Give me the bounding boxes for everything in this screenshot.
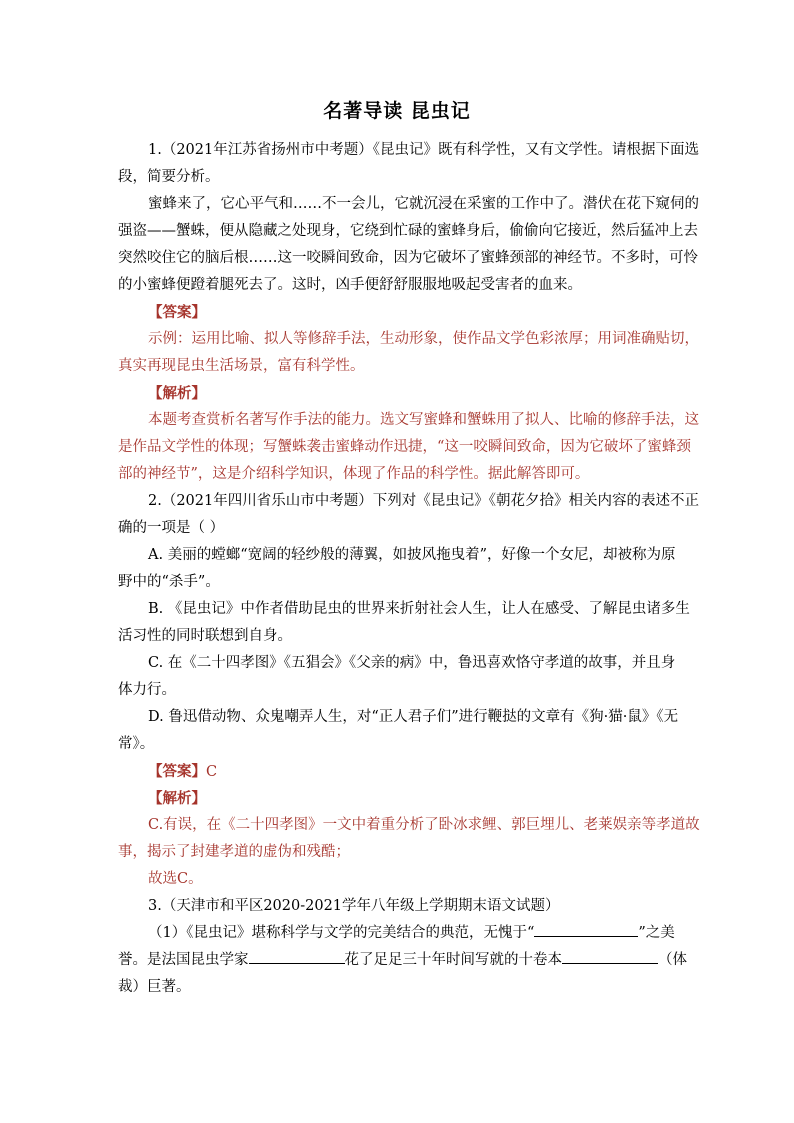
fill-line: 裁）巨著。	[118, 979, 191, 995]
passage-line: 突然咬住它的脑后根……这一咬瞬间致命，因为它破坏了蜜蜂颈部的神经节。不多时，可怜	[118, 250, 698, 266]
fill-line	[118, 920, 678, 947]
fill-line	[118, 947, 687, 974]
fill-blank[interactable]	[534, 920, 638, 937]
question-stem-line: 段，简要分析。	[118, 169, 220, 185]
analysis-line: C.有误，在《二十四孝图》一文中着重分析了卧冰求鲤、郭巨埋儿、老莱娱亲等孝道故	[148, 817, 700, 833]
answer-label	[118, 758, 678, 785]
analysis-line: 是作品文学性的体现；写蟹蛛袭击蜜蜂动作迅捷，“这一咬瞬间致命，因为它破坏了蜜蜂颈	[118, 439, 691, 455]
conclusion-line: 故选C。	[148, 871, 203, 887]
option-b-line: B. 《昆虫记》中作者借助昆虫的世界来折射社会人生，让人在感受、了解昆虫诸多生	[148, 601, 690, 617]
analysis-line: 本题考查赏析名著写作手法的能力。选文写蜜蜂和蟹蛛用了拟人、比喻的修辞手法，这	[148, 412, 699, 428]
fill-blank[interactable]	[562, 947, 658, 964]
question-2	[118, 488, 700, 893]
question-stem-line: 1.（2021年江苏省扬州市中考题）《昆虫记》既有科学性，又有文学性。请根据下面选	[148, 142, 699, 158]
answer-label-text: 【答案】	[148, 763, 206, 780]
fill-text: 誉。是法国昆虫学家	[118, 952, 249, 968]
analysis-line: 部的神经节”，这是介绍科学知识，体现了作品的科学性。据此解答即可。	[118, 466, 590, 482]
passage-line: 蜜蜂来了，它心平气和……不一会儿，它就沉浸在采蜜的工作中了。潜伏在花下窥伺的	[148, 196, 699, 212]
fill-text: （1）《昆虫记》堪称科学与文学的完美结合的典范，无愧于“	[148, 925, 535, 941]
passage-line: 的小蜜蜂便蹬着腿死去了。这时，凶手便舒舒服服地吸起受害者的血来。	[118, 277, 582, 293]
analysis-label: 【解析】	[148, 790, 206, 807]
answer-label: 【答案】	[148, 304, 206, 321]
option-c-line: 体力行。	[118, 682, 176, 698]
question-stem-line: 确的一项是（ ）	[118, 520, 225, 536]
page-title: 名著导读 昆虫记	[323, 100, 471, 122]
option-b-line: 活习性的同时联想到自身。	[118, 628, 292, 644]
question-header: 3.（天津市和平区2020-2021学年八年级上学期期末语文试题）	[148, 898, 560, 914]
answer-line: 真实再现昆虫生活场景，富有科学性。	[118, 358, 365, 374]
question-1	[118, 137, 699, 488]
option-d-line: D. 鲁迅借动物、众鬼嘲弄人生，对“正人君子们”进行鞭挞的文章有《狗·猫·鼠》《无	[148, 709, 679, 725]
fill-text: （体	[658, 952, 687, 968]
option-c-line: C. 在《二十四孝图》《五猖会》《父亲的病》中，鲁迅喜欢恪守孝道的故事，并且身	[148, 655, 676, 671]
analysis-line: 事，揭示了封建孝道的虚伪和残酷；	[118, 844, 350, 860]
option-d-line: 常》。	[118, 736, 155, 752]
fill-text: 花了足足三十年时间写就的十卷本	[344, 952, 562, 968]
question-stem-line: 2.（2021年四川省乐山市中考题）下列对《昆虫记》《朝花夕拾》相关内容的表述不正	[148, 493, 699, 509]
fill-text: ”之美	[638, 925, 675, 941]
analysis-label: 【解析】	[148, 385, 206, 402]
fill-blank[interactable]	[249, 947, 345, 964]
option-a-line: 野中的“杀手”。	[118, 574, 220, 590]
option-a-line: A. 美丽的螳螂“宽阔的轻纱般的薄翼，如披风拖曳着”，好像一个女尼，却被称为原	[148, 547, 676, 563]
answer-line: 示例：运用比喻、拟人等修辞手法，生动形象，使作品文学色彩浓厚；用词准确贴切，	[148, 331, 699, 347]
answer-value: C	[206, 764, 218, 780]
question-3	[118, 893, 687, 1001]
passage-line: 强盗——蟹蛛，便从隐藏之处现身，它绕到忙碌的蜜蜂身后，偷偷向它接近，然后猛冲上去	[118, 223, 698, 239]
